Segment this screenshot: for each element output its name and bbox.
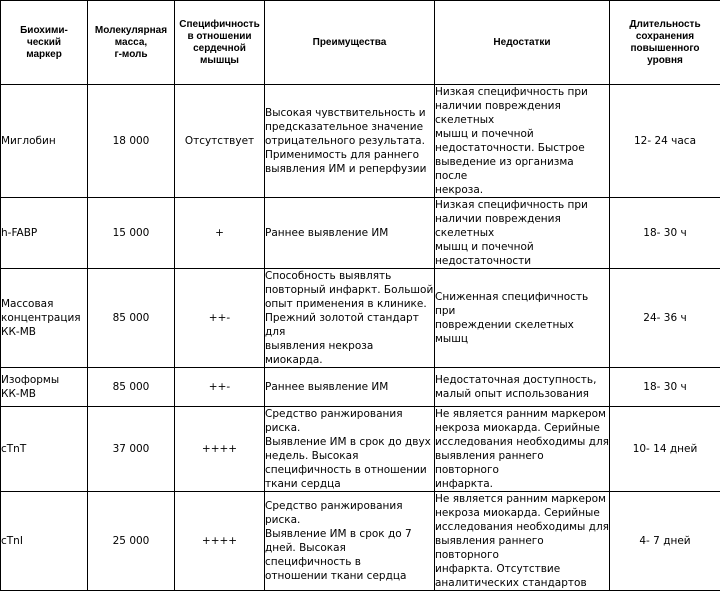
cardiac-specificity: + bbox=[175, 198, 265, 269]
advantages-text: Высокая чувствительность и предсказательное значение отрицательного результата. Применимость для раннего выявления ИМ и реперфузии bbox=[265, 85, 435, 198]
elevation-duration: 18- 30 ч bbox=[610, 198, 720, 269]
disadvantages-text: Недостаточная доступность, малый опыт использования bbox=[435, 368, 610, 407]
marker-name: cTnI bbox=[1, 492, 88, 591]
table-row bbox=[1, 85, 720, 198]
elevation-duration: 24- 36 ч bbox=[610, 269, 720, 368]
disadvantages-text: Низкая специфичность при наличии повреждения скелетных мышц и почечной недостаточности bbox=[435, 198, 610, 269]
header-mass: Молекулярная масса, г-моль bbox=[88, 1, 175, 85]
elevation-duration: 18- 30 ч bbox=[610, 368, 720, 407]
cardiac-specificity: ++++ bbox=[175, 407, 265, 492]
cardiac-specificity: ++- bbox=[175, 368, 265, 407]
marker-name: Миглобин bbox=[1, 85, 88, 198]
elevation-duration: 10- 14 дней bbox=[610, 407, 720, 492]
disadvantages-text: Не является ранним маркером некроза миокарда. Серийные исследования необходимы для выявления раннего повторного инфаркта. Отсутствие аналитических стандартов bbox=[435, 492, 610, 591]
marker-name: h-FABP bbox=[1, 198, 88, 269]
header-row bbox=[1, 1, 720, 85]
molecular-mass: 85 000 bbox=[88, 269, 175, 368]
marker-name: cTnT bbox=[1, 407, 88, 492]
header-duration: Длительность сохранения повышенного уровня bbox=[610, 1, 720, 85]
table-row bbox=[1, 269, 720, 368]
molecular-mass: 15 000 bbox=[88, 198, 175, 269]
advantages-text: Раннее выявление ИМ bbox=[265, 198, 435, 269]
disadvantages-text: Сниженная специфичность при повреждении скелетных мышц bbox=[435, 269, 610, 368]
table-row bbox=[1, 368, 720, 407]
header-disadvantages: Недостатки bbox=[435, 1, 610, 85]
marker-name: Изоформы КК-МВ bbox=[1, 368, 88, 407]
table-row bbox=[1, 492, 720, 591]
marker-name: Массовая концентрация КК-МВ bbox=[1, 269, 88, 368]
cardiac-specificity: Отсутствует bbox=[175, 85, 265, 198]
molecular-mass: 25 000 bbox=[88, 492, 175, 591]
molecular-mass: 85 000 bbox=[88, 368, 175, 407]
advantages-text: Средство ранжирования риска. Выявление ИМ в срок до двух недель. Высокая специфичность в отношении ткани сердца bbox=[265, 407, 435, 492]
header-marker: Биохими- ческий маркер bbox=[1, 1, 88, 85]
advantages-text: Раннее выявление ИМ bbox=[265, 368, 435, 407]
disadvantages-text: Низкая специфичность при наличии повреждения скелетных мышц и почечной недостаточности. Быстрое выведение из организма после некроза. bbox=[435, 85, 610, 198]
advantages-text: Способность выявлять повторный инфаркт. Большой опыт применения в клинике. Прежний золотой стандарт для выявления некроза миокарда. bbox=[265, 269, 435, 368]
molecular-mass: 37 000 bbox=[88, 407, 175, 492]
elevation-duration: 4- 7 дней bbox=[610, 492, 720, 591]
header-advantages: Преимущества bbox=[265, 1, 435, 85]
cardiac-specificity: ++++ bbox=[175, 492, 265, 591]
table-row bbox=[1, 198, 720, 269]
cardiac-specificity: ++- bbox=[175, 269, 265, 368]
table-row bbox=[1, 407, 720, 492]
disadvantages-text: Не является ранним маркером некроза миокарда. Серийные исследования необходимы для выявления раннего повторного инфаркта. bbox=[435, 407, 610, 492]
elevation-duration: 12- 24 часа bbox=[610, 85, 720, 198]
header-specificity: Специфичность в отношении сердечной мышцы bbox=[175, 1, 265, 85]
advantages-text: Средство ранжирования риска. Выявление ИМ в срок до 7 дней. Высокая специфичность в отношении ткани сердца bbox=[265, 492, 435, 591]
molecular-mass: 18 000 bbox=[88, 85, 175, 198]
